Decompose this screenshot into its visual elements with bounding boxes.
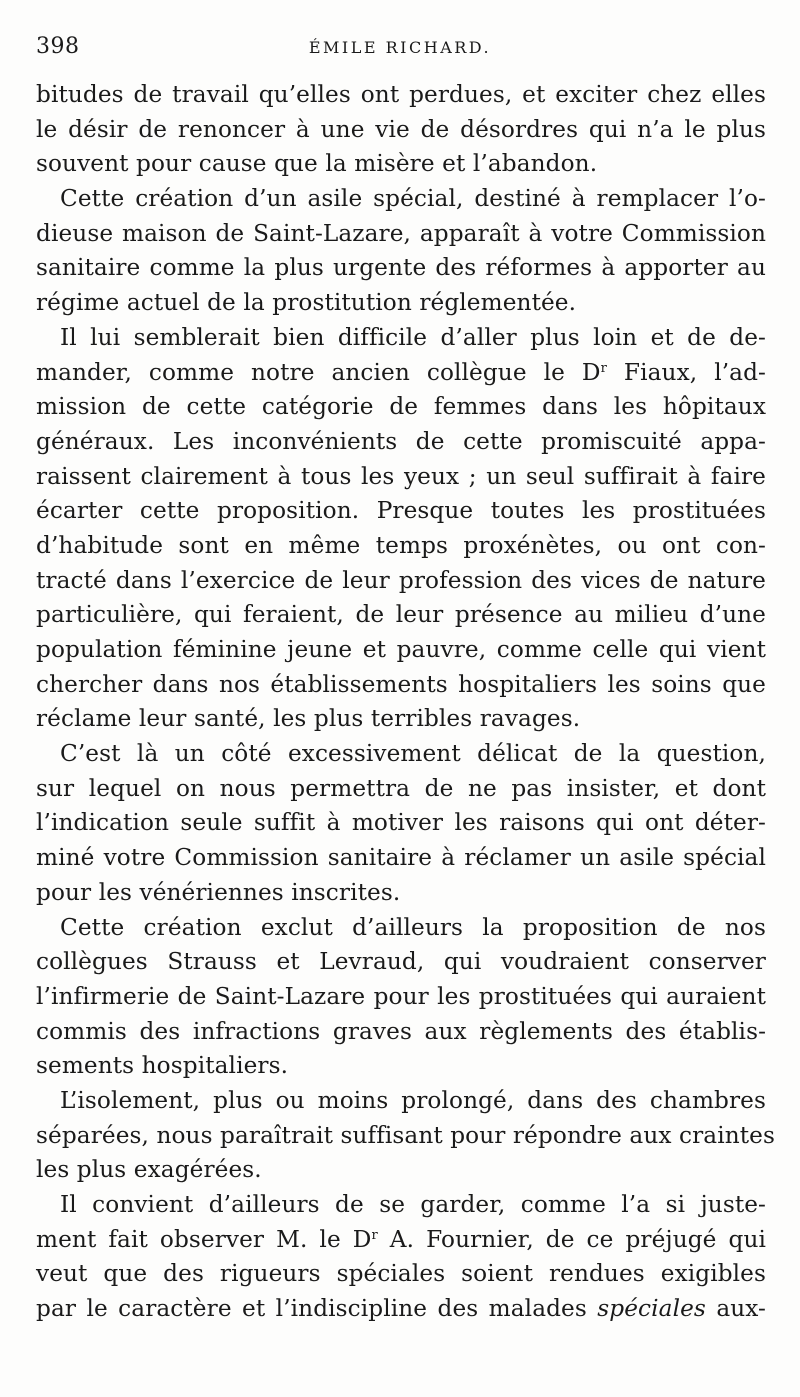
- text-line: veut que des rigueurs spéciales soient rendues exigibles: [36, 1260, 766, 1288]
- text-fragment: Fiaux, l’ad-: [606, 358, 766, 386]
- text-line: généraux. Les inconvénients de cette promiscuité appa-: [36, 427, 766, 455]
- text-line: [36, 356, 766, 391]
- text-line: chercher dans nos établissements hospitaliers les soins que: [36, 670, 766, 698]
- text-line: collègues Strauss et Levraud, qui voudraient conserver: [36, 948, 766, 976]
- text-fragment: par le caractère et l’indiscipline des malades: [36, 1295, 598, 1323]
- text-line: réclame leur santé, les plus terribles ravages.: [36, 705, 581, 733]
- superscript: r: [371, 1227, 378, 1243]
- text-line: Cette création exclut d’ailleurs la proposition de nos: [60, 913, 766, 941]
- text-line: souvent pour cause que la misère et l’abandon.: [36, 150, 598, 178]
- text-line: séparées, nous paraîtrait suffisant pour répondre aux craintes: [36, 1121, 775, 1149]
- superscript: r: [600, 360, 607, 376]
- text-line: [36, 1223, 766, 1258]
- text-line: Il lui semblerait bien difficile d’aller plus loin et de de-: [60, 323, 766, 351]
- text-line: C’est là un côté excessivement délicat de la question,: [60, 740, 766, 768]
- text-line: l’indication seule suffit à motiver les raisons qui ont déter-: [36, 809, 766, 837]
- text-line: régime actuel de la prostitution réglementée.: [36, 289, 577, 317]
- text-line: particulière, qui feraient, de leur présence au milieu d’une: [36, 601, 766, 629]
- text-line: commis des infractions graves aux règlements des établis-: [36, 1017, 766, 1045]
- page-number: 398: [36, 34, 80, 59]
- text-line: tracté dans l’exercice de leur profession des vices de nature: [36, 566, 766, 594]
- text-line: bitudes de travail qu’elles ont perdues, et exciter chez elles: [36, 81, 766, 108]
- text-line: Il convient d’ailleurs de se garder, comme l’a si juste-: [60, 1191, 766, 1218]
- text-line: sements hospitaliers.: [36, 1052, 289, 1080]
- text-line: raissent clairement à tous les yeux ; un seul suffirait à faire: [36, 462, 766, 490]
- italic-word: spéciales: [597, 1295, 706, 1323]
- text-fragment: A. Fournier, de ce préjugé qui: [377, 1225, 766, 1253]
- text-line: l’infirmerie de Saint-Lazare pour les prostituées qui auraient: [36, 982, 766, 1010]
- text-fragment: aux-: [705, 1295, 766, 1323]
- text-line: L’isolement, plus ou moins prolongé, dans des chambres: [60, 1086, 766, 1114]
- text-line: Cette création d’un asile spécial, destiné à remplacer l’o-: [60, 185, 766, 213]
- text-line: pour les vénériennes inscrites.: [36, 878, 401, 906]
- text-line: écarter cette proposition. Presque toutes les prostituées: [36, 497, 766, 525]
- running-title: ÉMILE RICHARD.: [308, 38, 492, 57]
- running-head: [36, 34, 764, 66]
- text-line: mission de cette catégorie de femmes dans les hôpitaux: [36, 393, 766, 421]
- text-line: miné votre Commission sanitaire à réclamer un asile spécial: [36, 844, 766, 872]
- body-text: [36, 78, 775, 1327]
- text-line: dieuse maison de Saint-Lazare, apparaît à votre Commission: [36, 219, 766, 247]
- text-line: le désir de renoncer à une vie de désordres qui n’a le plus: [36, 115, 766, 143]
- text-line: les plus exagérées.: [36, 1156, 262, 1184]
- text-fragment: ment fait observer M. le D: [36, 1225, 372, 1253]
- text-line: population féminine jeune et pauvre, comme celle qui vient: [36, 636, 766, 663]
- text-line: sur lequel on nous permettra de ne pas insister, et dont: [36, 774, 766, 802]
- text-line: d’habitude sont en même temps proxénètes, ou ont con-: [36, 531, 766, 559]
- text-line: sanitaire comme la plus urgente des réformes à apporter au: [36, 254, 766, 282]
- text-line: [36, 1292, 766, 1327]
- text-fragment: mander, comme notre ancien collègue le D: [36, 358, 601, 386]
